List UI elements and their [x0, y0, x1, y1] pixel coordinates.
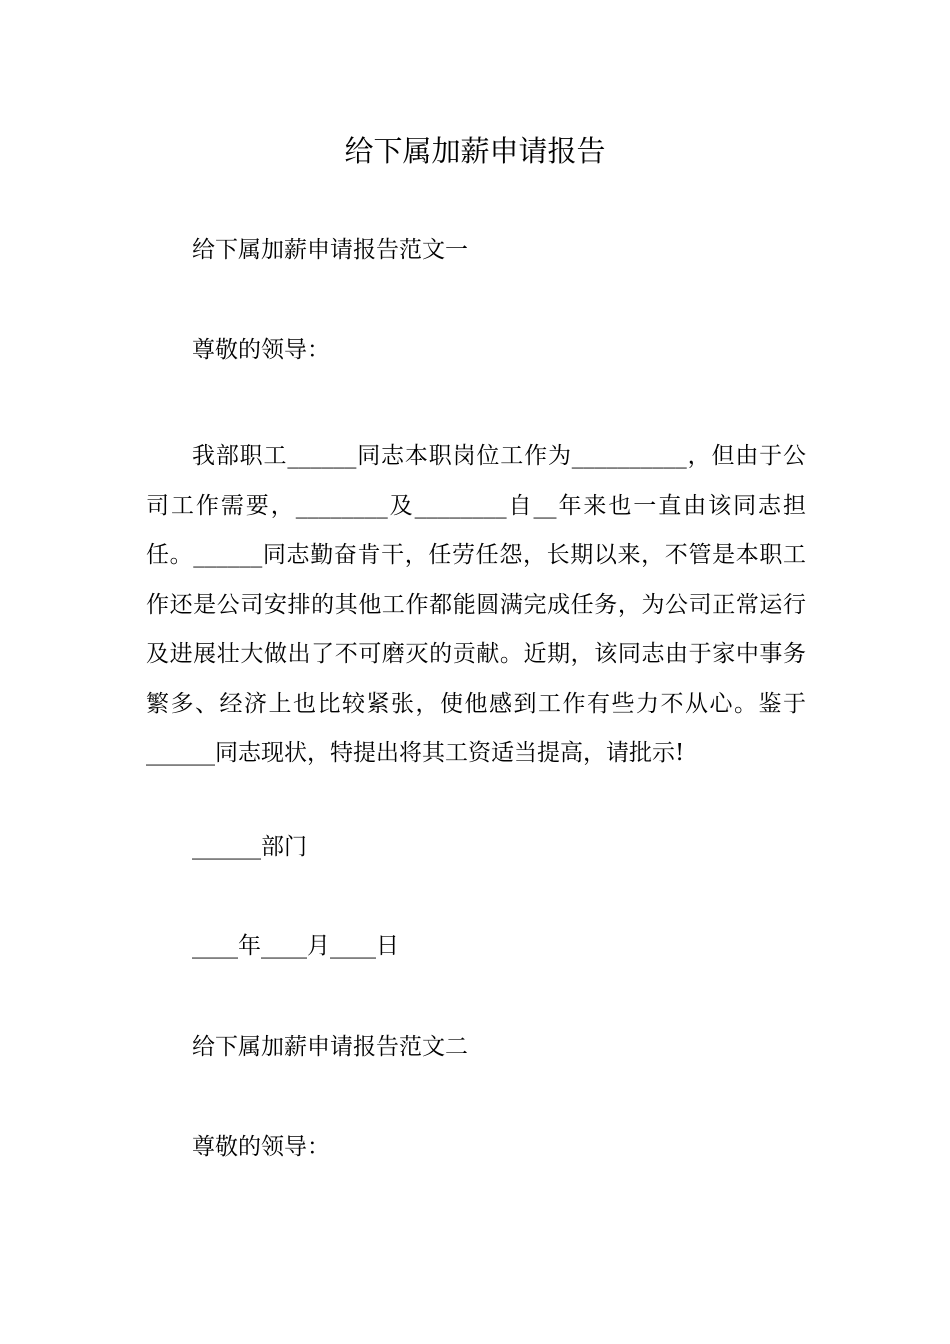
section-heading-two: 给下属加薪申请报告范文二	[192, 1034, 468, 1060]
date-line: ____年____月____日	[192, 933, 399, 959]
department-signature-line: ______部门	[192, 834, 307, 860]
salutation-one: 尊敬的领导：	[192, 337, 330, 363]
section-heading-one: 给下属加薪申请报告范文一	[192, 237, 468, 263]
document-title: 给下属加薪申请报告	[344, 134, 606, 168]
salutation-two: 尊敬的领导：	[192, 1134, 330, 1160]
body-paragraph: 我部职工______同志本职岗位工作为__________，但由于公司工作需要，________及________自__年来也一直由该同志担任。______同志勤奋肯干，任劳任怨，长期以来，不管是本职工作还是公司安排的其他工作都能圆满完成任务，为公司正常运行及进展壮大做出了不可磨灭的贡献。近期，该同志由于家中事务繁多、经济上也比较紧张，使他感到工作有些力不从心。鉴于______同志现状，特提出将其工资适当提高，请批示!	[146, 443, 806, 766]
